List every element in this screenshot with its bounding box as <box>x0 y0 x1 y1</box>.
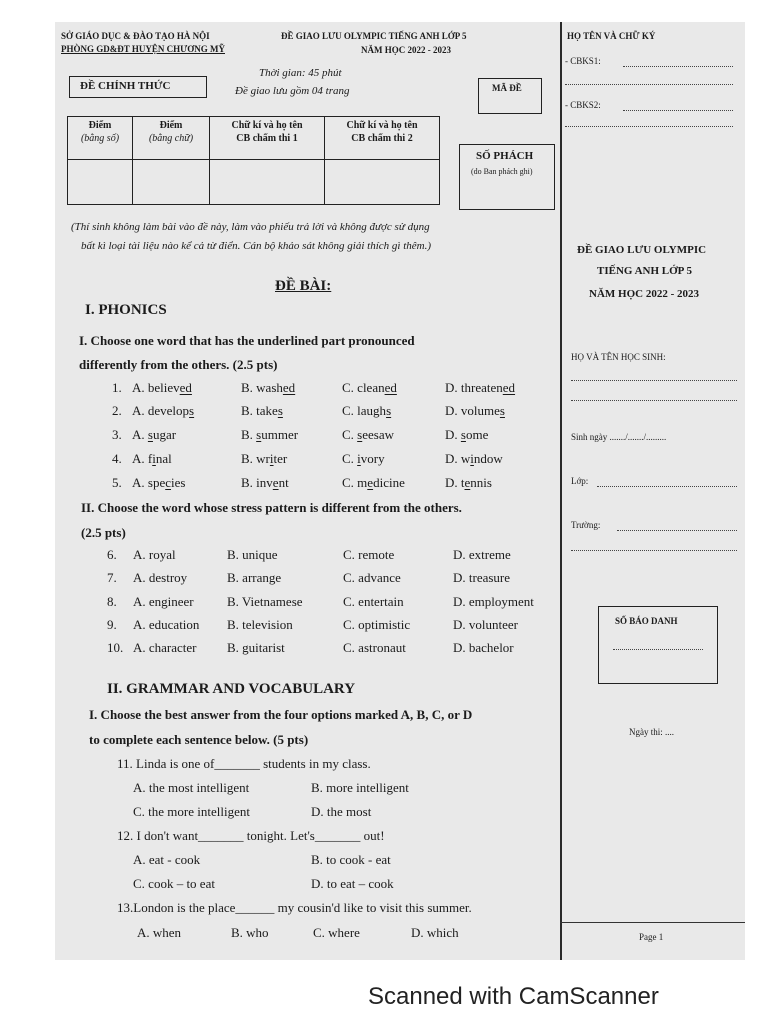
q4-b: B. writer <box>241 451 288 466</box>
grader2-cell <box>325 160 440 205</box>
q7-a: A. destroy <box>133 570 188 585</box>
q12-a: A. eat - cook <box>133 852 201 867</box>
exam-pages: Đề giao lưu gồm 04 trang <box>235 85 350 97</box>
sbd-label: SỐ BÁO DANH <box>615 616 678 626</box>
q5-a: A. species <box>132 475 186 490</box>
q10-b: B. guitarist <box>227 640 285 655</box>
grader1-sub: CB chấm thi 1 <box>236 133 298 144</box>
class-line <box>597 486 737 487</box>
q13-c: C. where <box>313 925 360 940</box>
sbd-line <box>613 649 703 650</box>
q11-b: B. more intelligent <box>311 780 409 795</box>
q3-a: A. sugar <box>132 427 177 442</box>
exam-title: ĐỀ GIAO LƯU OLYMPIC TIẾNG ANH LỚP 5 <box>281 31 467 41</box>
q7-b: B. arrange <box>227 570 282 585</box>
q10-d: D. bachelor <box>453 640 514 655</box>
cbks2-line-2 <box>565 126 733 127</box>
q13-stem: 13.London is the place______ my cousin'd like to visit this summer. <box>117 900 472 915</box>
q4-c: C. ivory <box>342 451 385 466</box>
q1-a: A. believed <box>132 380 192 395</box>
p2-task1-line2: to complete each sentence below. (5 pts) <box>89 732 309 747</box>
q2-c: C. laughs <box>342 403 392 418</box>
school-line <box>617 530 737 531</box>
q4-num: 4. <box>112 451 122 466</box>
scanned-page <box>55 22 745 960</box>
q10-c: C. astronaut <box>343 640 406 655</box>
q11-a: A. the most intelligent <box>133 780 250 795</box>
q10-a: A. character <box>133 640 197 655</box>
official-box <box>69 76 207 98</box>
p1-task1-line1: I. Choose one word that has the underlined part pronounced <box>79 333 415 348</box>
q7-d: D. treasure <box>453 570 511 585</box>
q8-num: 8. <box>107 594 117 609</box>
sidebar-footer-rule <box>560 922 745 923</box>
official-label: ĐỀ CHÍNH THỨC <box>80 80 171 92</box>
q12-d: D. to eat – cook <box>311 876 394 891</box>
grader2-header: Chữ kí và họ tên <box>346 120 418 131</box>
student-name-line-1 <box>571 380 737 381</box>
p1-task2-line1: II. Choose the word whose stress pattern is different from the others. <box>81 500 462 515</box>
q8-a: A. engineer <box>133 594 194 609</box>
q6-a: A. royal <box>133 547 176 562</box>
q6-b: B. unique <box>227 547 278 562</box>
part2-title: II. GRAMMAR AND VOCABULARY <box>107 681 356 697</box>
score-word-header: Điểm <box>159 120 183 131</box>
q13-d: D. which <box>411 925 459 940</box>
q2-num: 2. <box>112 403 122 418</box>
dob-field: Sinh ngày ......./......./......... <box>571 432 667 442</box>
cbks1-line <box>623 66 733 67</box>
q8-c: C. entertain <box>343 594 404 609</box>
q7-c: C. advance <box>343 570 401 585</box>
cbks2-line <box>623 110 733 111</box>
score-num-header: Điểm <box>88 120 112 131</box>
q11-c: C. the more intelligent <box>133 804 250 819</box>
q3-b: B. summer <box>241 427 299 442</box>
q1-c: C. cleaned <box>342 380 397 395</box>
p1-task1-line2: differently from the others. (2.5 pts) <box>79 357 278 372</box>
q4-d: D. window <box>445 451 503 466</box>
exam-date: Ngày thi: .... <box>629 727 674 737</box>
instruction-line-2: bất kì loại tài liệu nào kể cả từ điển. Cán bộ khảo sát không giải thích gì thêm.) <box>81 240 432 252</box>
q9-c: C. optimistic <box>343 617 411 632</box>
q6-num: 6. <box>107 547 117 562</box>
q7-num: 7. <box>107 570 117 585</box>
grader1-header: Chữ kí và họ tên <box>231 120 303 131</box>
student-name-label: HỌ VÀ TÊN HỌC SINH: <box>571 352 666 362</box>
q2-b: B. takes <box>241 403 283 418</box>
q6-d: D. extreme <box>453 547 511 562</box>
sidebar-title-1: ĐỀ GIAO LƯU OLYMPIC <box>577 244 707 256</box>
grader2-sub: CB chấm thi 2 <box>351 133 413 144</box>
q4-a: A. final <box>132 451 172 466</box>
score-num-cell <box>68 160 133 205</box>
q8-b: B. Vietnamese <box>227 594 303 609</box>
q1-b: B. washed <box>241 380 296 395</box>
q5-c: C. medicine <box>342 475 405 490</box>
q1-num: 1. <box>112 380 122 395</box>
page-number: Page 1 <box>639 932 664 942</box>
q5-b: B. invent <box>241 475 289 490</box>
q11-d: D. the most <box>311 804 372 819</box>
q13-a: A. when <box>137 925 182 940</box>
code-box <box>478 78 542 114</box>
q10-num: 10. <box>107 640 124 655</box>
exam-time: Thời gian: 45 phút <box>259 67 342 79</box>
q1-d: D. threatened <box>445 380 516 395</box>
exam-year: NĂM HỌC 2022 - 2023 <box>361 45 451 55</box>
q12-stem: 12. I don't want_______ tonight. Let's_______ out! <box>117 828 385 843</box>
q5-d: D. tennis <box>445 475 492 490</box>
q12-c: C. cook – to eat <box>133 876 215 891</box>
p1-task2-line2: (2.5 pts) <box>81 525 126 540</box>
sidebar-divider <box>560 22 562 960</box>
q3-num: 3. <box>112 427 122 442</box>
q3-c: C. seesaw <box>342 427 394 442</box>
score-word-sub: (bằng chữ) <box>148 133 194 144</box>
q9-d: D. volunteer <box>453 617 518 632</box>
school-label: Trường: <box>571 520 601 530</box>
sidebar-title-2: TIẾNG ANH LỚP 5 <box>597 265 693 277</box>
sidebar-title-3: NĂM HỌC 2022 - 2023 <box>589 288 699 300</box>
signers-title: HỌ TÊN VÀ CHỮ KÝ <box>567 31 656 41</box>
part1-title: I. PHONICS <box>85 302 167 318</box>
q9-a: A. education <box>133 617 200 632</box>
instruction-line-1: (Thí sinh không làm bài vào đề này, làm vào phiếu trả lời và không được sử dụng <box>71 221 430 233</box>
class-label: Lớp: <box>571 476 589 486</box>
q12-b: B. to cook - eat <box>311 852 391 867</box>
office-name: PHÒNG GD&ĐT HUYỆN CHƯƠNG MỸ <box>61 44 225 54</box>
q2-a: A. develops <box>132 403 195 418</box>
q8-d: D. employment <box>453 594 534 609</box>
q11-stem: 11. Linda is one of_______ students in my class. <box>117 756 371 771</box>
camscanner-watermark: Scanned with CamScanner <box>368 983 659 1010</box>
so-phach-note: (do Ban phách ghi) <box>471 167 533 176</box>
q2-d: D. volumes <box>445 403 505 418</box>
cbks1-line-2 <box>565 84 733 85</box>
q6-c: C. remote <box>343 547 395 562</box>
sbd-box <box>598 606 718 684</box>
code-label: MÃ ĐỀ <box>492 83 522 93</box>
q5-num: 5. <box>112 475 122 490</box>
dept-name: SỞ GIÁO DỤC & ĐÀO TẠO HÀ NỘI <box>61 31 210 41</box>
cbks1-label: - CBKS1: <box>565 56 601 66</box>
cbks2-label: - CBKS2: <box>565 100 601 110</box>
q9-b: B. television <box>227 617 293 632</box>
de-bai-title: ĐỀ BÀI: <box>275 278 332 294</box>
q3-d: D. some <box>445 427 489 442</box>
school-line-2 <box>571 550 737 551</box>
score-table <box>67 116 440 205</box>
so-phach-box <box>459 144 555 210</box>
so-phach-label: SỐ PHÁCH <box>476 150 534 162</box>
p2-task1-line1: I. Choose the best answer from the four options marked A, B, C, or D <box>89 707 473 722</box>
score-word-cell <box>133 160 210 205</box>
score-num-sub: (bằng số) <box>80 133 120 144</box>
q9-num: 9. <box>107 617 117 632</box>
student-name-line-2 <box>571 400 737 401</box>
grader1-cell <box>210 160 325 205</box>
q13-b: B. who <box>231 925 269 940</box>
